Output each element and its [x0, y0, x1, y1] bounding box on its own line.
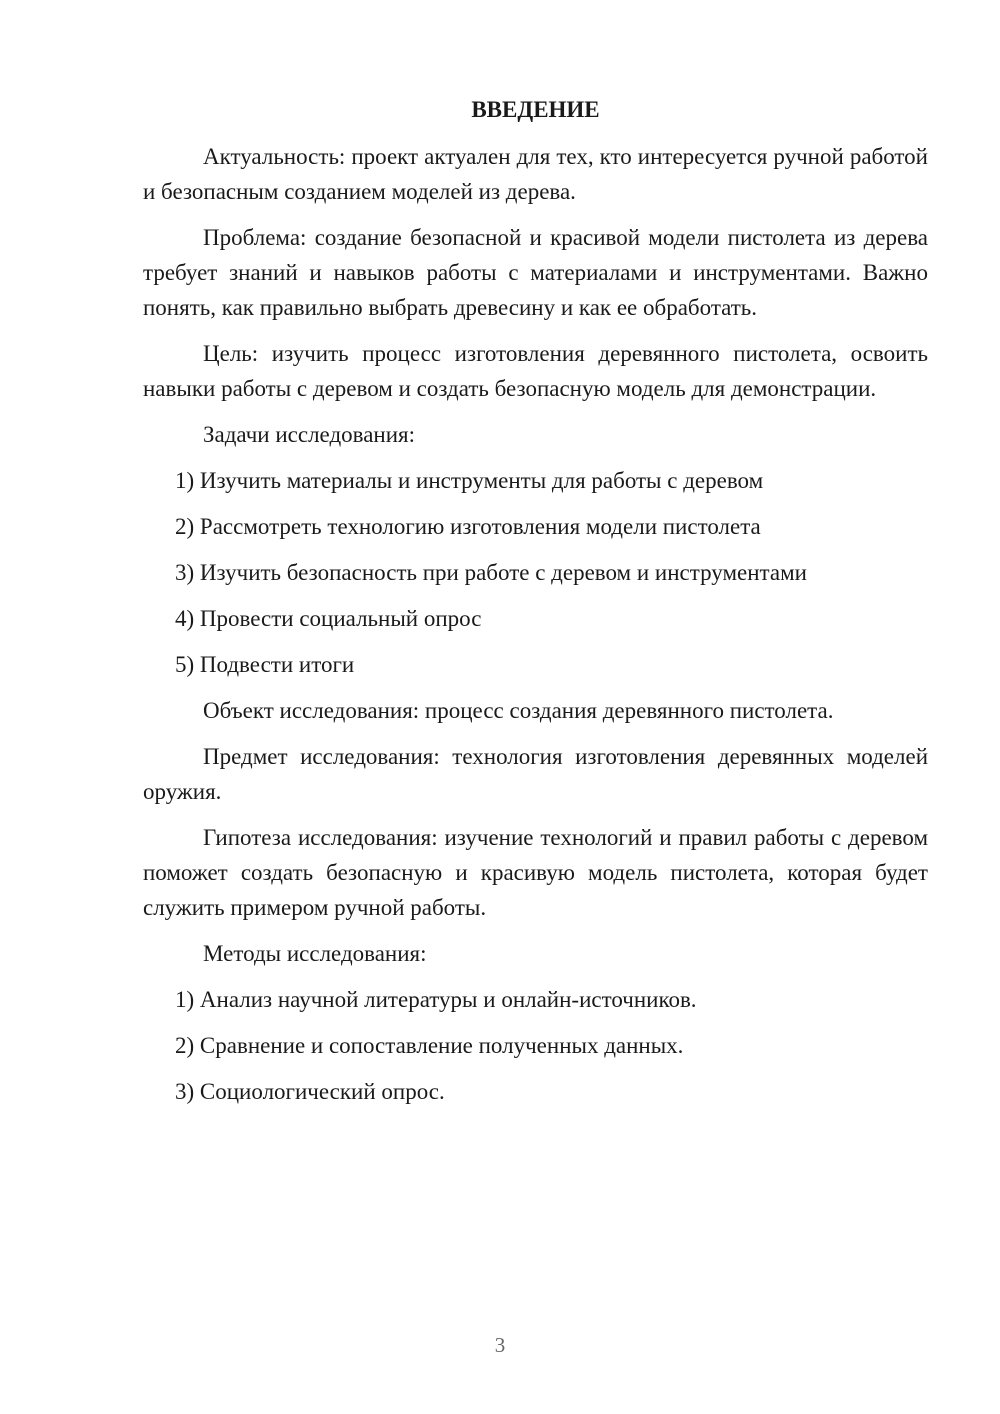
- list-item: 2) Сравнение и сопоставление полученных данных.: [175, 1033, 684, 1058]
- list-item: 4) Провести социальный опрос: [175, 606, 482, 631]
- tasks-title: Задачи исследования:: [203, 422, 416, 447]
- list-item: 1) Анализ научной литературы и онлайн-источников.: [175, 987, 697, 1012]
- list-item: 3) Изучить безопасность при работе с деревом и инструментами: [175, 560, 807, 585]
- methods-title: Методы исследования:: [203, 941, 427, 966]
- page-number: 3: [494, 1333, 506, 1357]
- list-item: 5) Подвести итоги: [175, 652, 355, 677]
- hypothesis-paragraph: Гипотеза исследования: изучение технологий и правил работы с деревом поможет создать безопасную и красивую модель пистолета, которая будет служить примером ручной работы.: [143, 825, 928, 920]
- goal-paragraph: Цель: изучить процесс изготовления деревянного пистолета, освоить навыки работы с деревом и создать безопасную модель для демонстрации.: [143, 341, 928, 401]
- problem-paragraph: Проблема: создание безопасной и красивой модели пистолета из дерева требует знаний и навыков работы с материалами и инструментами. Важно понять, как правильно выбрать древесину и как ее обработать.: [143, 225, 928, 320]
- list-item: 3) Социологический опрос.: [175, 1079, 445, 1104]
- subject-paragraph: Предмет исследования: технология изготовления деревянных моделей оружия.: [143, 744, 928, 804]
- list-item: 1) Изучить материалы и инструменты для работы с деревом: [175, 468, 764, 493]
- document-page: [143, 95, 928, 1120]
- list-item: 2) Рассмотреть технологию изготовления модели пистолета: [175, 514, 761, 539]
- relevance-paragraph: Актуальность: проект актуален для тех, кто интересуется ручной работой и безопасным созданием моделей из дерева.: [143, 144, 928, 204]
- methods-list: [143, 982, 928, 1109]
- tasks-list: [143, 463, 928, 682]
- object-paragraph: Объект исследования: процесс создания деревянного пистолета.: [203, 698, 834, 723]
- section-heading: ВВЕДЕНИЕ: [471, 97, 600, 122]
